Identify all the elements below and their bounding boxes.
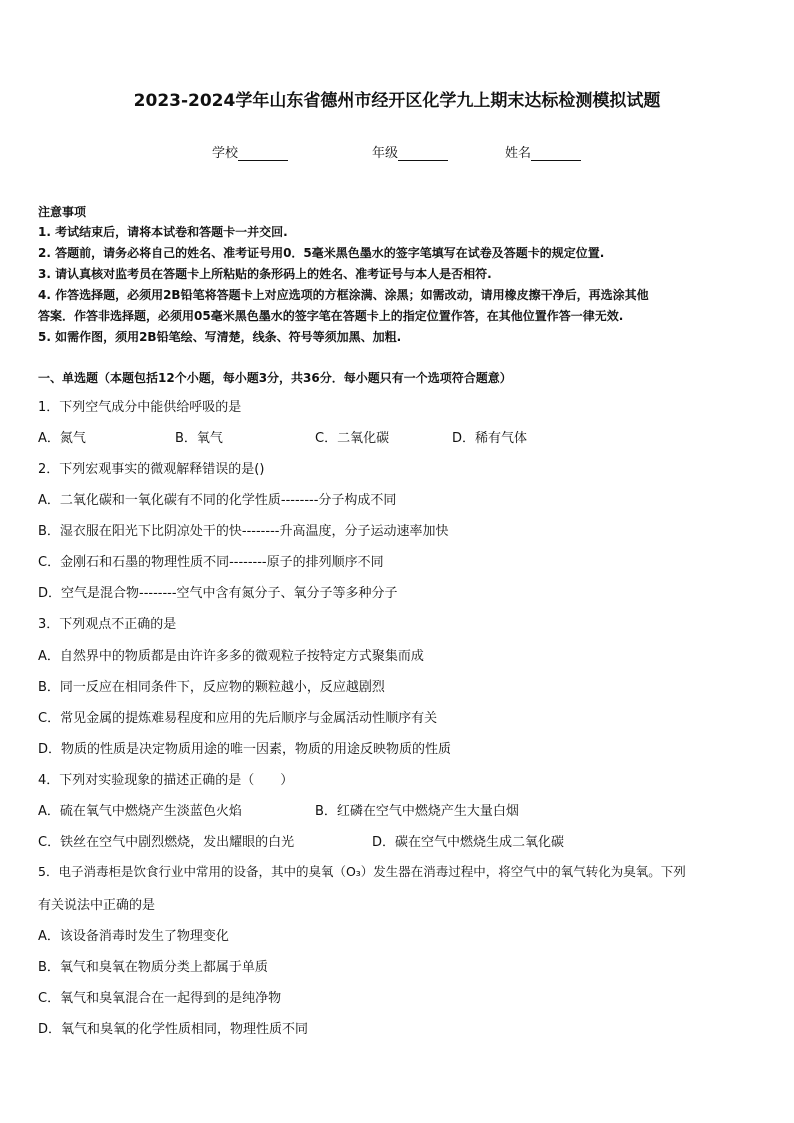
section-heading: 一、单选题（本题包括12个小题，每小题3分，共36分．每小题只有一个选项符合题意） xyxy=(38,371,512,385)
question-stem: 5．电子消毒柜是饮食行业中常用的设备，其中的臭氧（O₃）发生器在消毒过程中，将空气中的氧气转化为臭氧。下列 xyxy=(38,864,686,879)
name-blank xyxy=(531,146,581,161)
notice-heading: 注意事项 xyxy=(38,205,87,219)
notice-item: 2. 答题前，请务必将自己的姓名、准考证号用0．5毫米黑色墨水的签字笔填写在试卷及答题卡的规定位置. xyxy=(38,246,605,260)
option-a: A．自然界中的物质都是由许许多多的微观粒子按特定方式聚集而成 xyxy=(38,649,424,664)
option-c: C．氧气和臭氧混合在一起得到的是纯净物 xyxy=(38,991,282,1006)
option-c: C．金刚石和石墨的物理性质不同--------原子的排列顺序不同 xyxy=(38,555,384,570)
option-b: B．氧气和臭氧在物质分类上都属于单质 xyxy=(38,960,268,975)
option-a: A．该设备消毒时发生了物理变化 xyxy=(38,929,229,944)
notice-item: 4. 作答选择题，必须用2B铅笔将答题卡上对应选项的方框涂满、涂黑；如需改动，请用橡皮擦干净后，再选涂其他 xyxy=(38,288,649,302)
school-label: 学校 xyxy=(212,146,239,161)
grade-field xyxy=(372,142,448,161)
grade-blank xyxy=(398,146,448,161)
option-c: C．铁丝在空气中剧烈燃烧，发出耀眼的白光 xyxy=(38,835,295,850)
question-stem: 2．下列宏观事实的微观解释错误的是() xyxy=(38,462,265,477)
name-label: 姓名 xyxy=(505,146,532,161)
option-d: D．氧气和臭氧的化学性质相同，物理性质不同 xyxy=(38,1022,309,1037)
option-d: D．空气是混合物--------空气中含有氮分子、氧分子等多种分子 xyxy=(38,586,398,601)
school-blank xyxy=(238,146,288,161)
grade-label: 年级 xyxy=(372,146,399,161)
notice-item: 答案．作答非选择题，必须用05毫米黑色墨水的签字笔在答题卡上的指定位置作答，在其他位置作答一律无效. xyxy=(38,309,624,323)
exam-title: 2023-2024学年山东省德州市经开区化学九上期末达标检测模拟试题 xyxy=(133,91,661,111)
question-stem: 1．下列空气成分中能供给呼吸的是 xyxy=(38,400,242,415)
option-a: A．硫在氧气中燃烧产生淡蓝色火焰 xyxy=(38,804,242,819)
option-d: D．稀有气体 xyxy=(452,431,528,446)
option-b: B．湿衣服在阳光下比阴凉处干的快--------升高温度，分子运动速率加快 xyxy=(38,524,449,539)
option-b: B．氧气 xyxy=(175,431,223,446)
option-d: D．碳在空气中燃烧生成二氧化碳 xyxy=(372,835,565,850)
option-b: B．红磷在空气中燃烧产生大量白烟 xyxy=(315,804,519,819)
question-stem-cont: 有关说法中正确的是 xyxy=(38,898,156,913)
option-b: B．同一反应在相同条件下，反应物的颗粒越小，反应越剧烈 xyxy=(38,680,385,695)
name-field xyxy=(505,142,581,161)
notice-item: 5. 如需作图，须用2B铅笔绘、写清楚，线条、符号等须加黑、加粗. xyxy=(38,330,402,344)
option-c: C．二氧化碳 xyxy=(315,431,390,446)
notice-item: 1. 考试结束后，请将本试卷和答题卡一并交回. xyxy=(38,225,288,239)
school-field xyxy=(212,142,288,161)
option-c: C．常见金属的提炼难易程度和应用的先后顺序与金属活动性顺序有关 xyxy=(38,711,438,726)
notice-item: 3. 请认真核对监考员在答题卡上所粘贴的条形码上的姓名、准考证号与本人是否相符. xyxy=(38,267,492,281)
question-stem: 4．下列对实验现象的描述正确的是（ ） xyxy=(38,773,294,788)
option-a: A．二氧化碳和一氧化碳有不同的化学性质--------分子构成不同 xyxy=(38,493,397,508)
question-stem: 3．下列观点不正确的是 xyxy=(38,617,177,632)
option-a: A．氮气 xyxy=(38,431,86,446)
option-d: D．物质的性质是决定物质用途的唯一因素，物质的用途反映物质的性质 xyxy=(38,742,452,757)
